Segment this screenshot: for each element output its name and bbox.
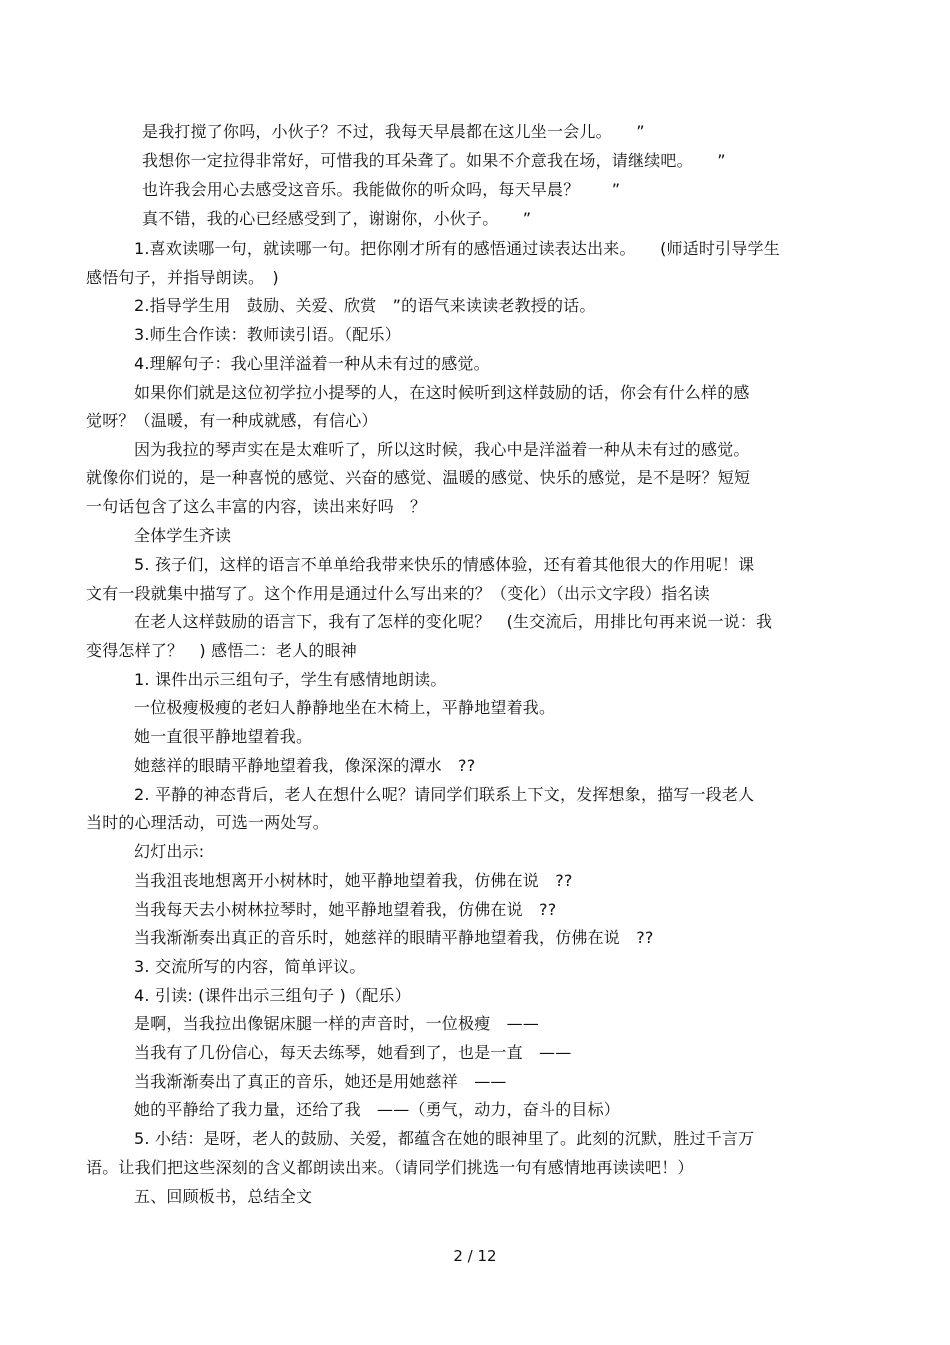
text-line: 真不错，我的心已经感受到了，谢谢你，小伙子。 ”: [142, 209, 532, 228]
text-line: 3.师生合作读：教师读引语。（配乐）: [134, 325, 401, 344]
text-line: 4.理解句子：我心里洋溢着一种从未有过的感觉。: [134, 354, 490, 373]
text-line: 如果你们就是这位初学拉小提琴的人，在这时候听到这样鼓励的话，你会有什么样的感: [134, 383, 750, 402]
text-line: 她一直很平静地望着我。: [134, 727, 313, 746]
text-line: 当时的心理活动，可选一两处写。: [86, 813, 330, 832]
text-line: 就像你们说的，是一种喜悦的感觉、兴奋的感觉、温暖的感觉、快乐的感觉，是不是呀？短短: [86, 468, 751, 487]
text-line: 当我每天去小树林拉琴时，她平静地望着我，仿佛在说 ??: [134, 900, 557, 919]
text-line: 在老人这样鼓励的语言下，我有了怎样的变化呢？ (生交流后，用排比句再来说一说：我: [134, 612, 773, 631]
text-line: 当我渐渐奏出真正的音乐时，她慈祥的眼睛平静地望着我，仿佛在说 ??: [134, 928, 654, 947]
text-line: 幻灯出示:: [134, 842, 205, 861]
text-line: 五、回顾板书，总结全文: [134, 1187, 313, 1206]
text-line: 当我沮丧地想离开小树林时，她平静地望着我，仿佛在说 ??: [134, 871, 573, 890]
text-line: 5. 孩子们，这样的语言不单单给我带来快乐的情感体验，还有着其他很大的作用呢！课: [134, 555, 755, 574]
text-line: 当我渐渐奏出了真正的音乐，她还是用她慈祥 ——: [134, 1072, 507, 1091]
text-line: 4. 引读: (课件出示三组句子 )（配乐）: [134, 986, 411, 1005]
text-line: 是啊，当我拉出像锯床腿一样的声音时，一位极瘦 ——: [134, 1014, 540, 1033]
text-line: 2.指导学生用 鼓励、关爱、欣赏 ”的语气来读读老教授的话。: [134, 296, 596, 315]
text-line: 感悟句子，并指导朗读。 ): [86, 268, 279, 287]
text-line: 变得怎样了？ ) 感悟二：老人的眼神: [86, 641, 357, 660]
text-line: 1.喜欢读哪一句，就读哪一句。把你刚才所有的感悟通过读表达出来。 (师适时引导学生: [134, 239, 780, 258]
text-line: 我想你一定拉得非常好，可惜我的耳朵聋了。如果不介意我在场，请继续吧。 ”: [142, 151, 726, 170]
text-line: 当我有了几份信心，每天去练琴，她看到了，也是一直 ——: [134, 1043, 572, 1062]
text-line: 2. 平静的神态背后，老人在想什么呢？请同学们联系上下文，发挥想象，描写一段老人: [134, 785, 755, 804]
text-line: 一位极瘦极瘦的老妇人静静地坐在木椅上，平静地望着我。: [134, 698, 556, 717]
text-line: 1. 课件出示三组句子，学生有感情地朗读。: [134, 670, 447, 689]
text-line: 是我打搅了你吗，小伙子？不过，我每天早晨都在这儿坐一会儿。 ”: [142, 122, 645, 141]
text-line: 也许我会用心去感受这音乐。我能做你的听众吗，每天早晨？ ”: [142, 180, 621, 199]
text-line: 觉呀？（温暖，有一种成就感，有信心）: [86, 411, 378, 430]
text-line: 语。让我们把这些深刻的含义都朗读出来。（请同学们挑选一句有感情地再读读吧！）: [86, 1158, 694, 1177]
text-line: 她的平静给了我力量，还给了我 ——（勇气，动力，奋斗的目标）: [134, 1100, 621, 1119]
page-number: 2 / 12: [453, 1247, 497, 1265]
text-line: 一句话包含了这么丰富的内容，读出来好吗 ？: [86, 497, 427, 516]
text-line: 3. 交流所写的内容，简单评议。: [134, 957, 366, 976]
text-line: 5. 小结：是呀，老人的鼓励、关爱，都蕴含在她的眼神里了。此刻的沉默，胜过千言万: [134, 1129, 755, 1148]
text-line: 因为我拉的琴声实在是太难听了，所以这时候，我心中是洋溢着一种从未有过的感觉。: [134, 440, 750, 459]
text-line: 全体学生齐读: [134, 526, 232, 545]
text-line: 她慈祥的眼睛平静地望着我，像深深的潭水 ??: [134, 756, 476, 775]
text-line: 文有一段就集中描写了。这个作用是通过什么写出来的？（变化）（出示文字段）指名读: [86, 584, 710, 603]
